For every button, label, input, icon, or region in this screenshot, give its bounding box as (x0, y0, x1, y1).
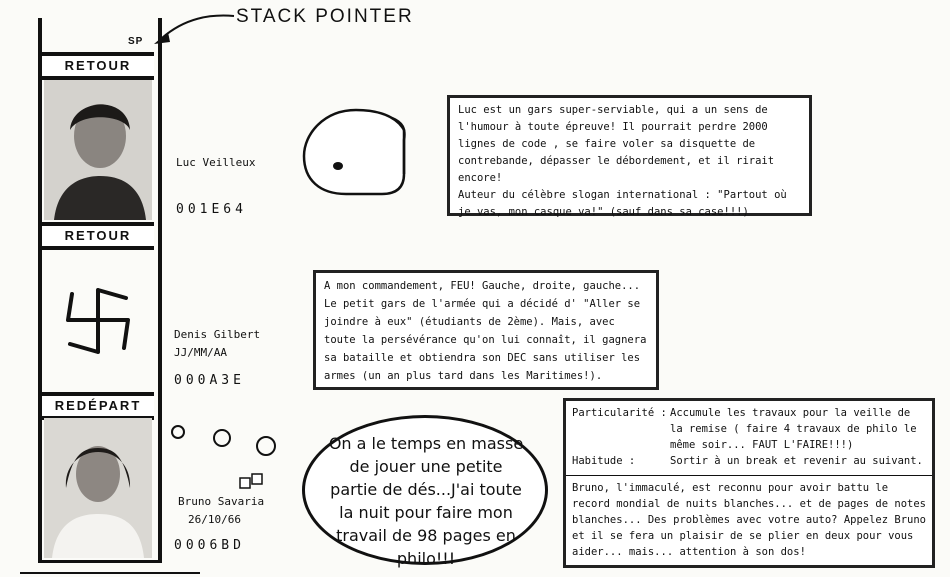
entry-code: 000A3E (174, 373, 245, 388)
description-text: A mon commandement, FEU! Gauche, droite, gauche... Le petit gars de l'armée qui a décidé d' "Aller se joindre à eux" (étudiants de 2ème). Mais, avec toute la persévérance qu'on lui connaît, il gagnera sa bataille et obtiendra son DEC sans utiliser les armes (un an plus tard dans les Maritimes!). (324, 280, 647, 382)
trait-label: Habitude (572, 455, 623, 467)
trait-table: Particularité : Accumule les travaux pour la veille de la remise ( faire 4 travaux de philo le même soir... FAUT L'FAIRE!!!) Habitude : Sortir à un break et revenir au suivant. (572, 405, 926, 469)
thought-bubbles (168, 424, 288, 514)
trait-label: Particularité (572, 407, 655, 419)
stack-pointer-title: STACK POINTER (236, 6, 414, 27)
sp-label: SP (128, 36, 144, 47)
trait-value: Accumule les travaux pour la veille de la remise ( faire 4 travaux de philo le même soir... FAUT L'FAIRE!!!) (670, 407, 917, 451)
pointer-arrow-icon (150, 8, 240, 48)
description-text: Auteur du célèbre slogan international : "Partout où je vas, mon casque va!" (sauf dans sa case!!!) (458, 189, 787, 218)
description-text: Luc est un gars super-serviable, qui a un sens de l'humour à toute épreuve! Il pourrait perdre 2000 lignes de code , se faire voler sa disquette de contrebande, dépasser le débordement, et il rirait encore! (458, 104, 775, 184)
stack-bottom-line (38, 560, 162, 563)
stack-base-line (20, 572, 200, 574)
bubble-text: On a le temps en masse de jouer une petite partie de dés...J'ai toute la nuit pour faire mon travail de 98 pages en philo!!! (328, 434, 524, 568)
trait-value: Sortir à un break et revenir au suivant. (670, 455, 923, 467)
entry-name: Luc Veilleux (176, 156, 256, 169)
entry-code: 001E64 (176, 202, 247, 217)
speech-bubble (302, 415, 548, 568)
entry-name: Bruno Savaria (178, 495, 265, 508)
entry-date: JJ/MM/AA (174, 346, 227, 359)
slot-label-retour-1: RETOUR (42, 52, 154, 80)
dice-icon (240, 474, 262, 488)
entry-name: Denis Gilbert (174, 328, 261, 341)
entry-date: 26/10/66 (188, 513, 241, 526)
bruno-photo (44, 418, 152, 558)
helmet-icon (296, 100, 416, 200)
slot-label-retour-2: RETOUR (42, 222, 154, 250)
denis-description-box (313, 270, 659, 390)
swastika-symbol (44, 252, 152, 388)
bruno-description-box (563, 398, 935, 568)
luc-description-box (447, 95, 812, 216)
luc-photo (44, 80, 152, 220)
slot-label-redepart: REDÉPART (42, 392, 154, 420)
description-text: Bruno, l'immaculé, est reconnu pour avoir battu le record mondial de nuits blanches... et de pages de notes blanches... Des problèmes avec votre auto? Appelez Bruno et il se fera un plaisir de se plier en deux pour vous aider... mais... attention à son dos! (572, 482, 927, 558)
entry-code: 0006BD (174, 538, 245, 553)
